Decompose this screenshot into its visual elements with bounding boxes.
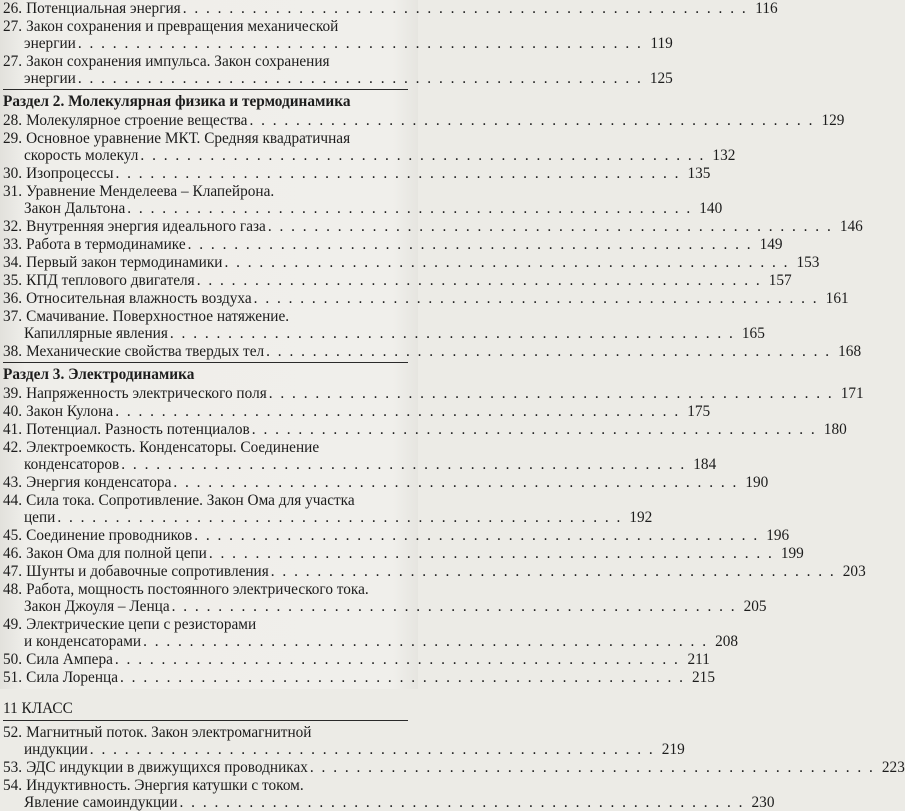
entry-number: 30. xyxy=(3,165,23,182)
toc-entry[interactable] xyxy=(3,254,820,271)
entry-title: Сила тока. Сопротивление. Закон Ома для участка xyxy=(26,492,355,509)
toc-entry[interactable] xyxy=(3,439,717,473)
entry-number: 50. xyxy=(3,651,23,668)
dot-leader: . . . . . . . . . . . . . . . . . . . . . . . . . . . . . . . . . . . . . . . . . . . . . . . . . xyxy=(77,35,643,52)
toc-entry[interactable] xyxy=(3,183,723,217)
toc-entry[interactable] xyxy=(3,308,765,342)
entry-page-number: 119 xyxy=(650,35,673,52)
toc-entry[interactable] xyxy=(3,724,685,758)
toc-entry[interactable] xyxy=(3,290,849,307)
toc-block-electro xyxy=(3,385,866,686)
entry-page-number: 157 xyxy=(768,272,792,289)
dot-leader: . . . . . . . . . . . . . . . . . . . . . . . . . . . . . . . . . . . . . . . . . . . . . . . . . xyxy=(120,669,685,686)
toc-entry[interactable] xyxy=(3,272,792,289)
toc-entry[interactable] xyxy=(3,385,864,402)
toc-entry[interactable] xyxy=(3,343,862,360)
entry-number: 53. xyxy=(3,759,23,776)
entry-page-number: 161 xyxy=(825,290,849,307)
entry-page-number: 125 xyxy=(649,70,673,87)
toc-entry[interactable] xyxy=(3,236,783,253)
dot-leader: . . . . . . . . . . . . . . . . . . . . . . . . . . . . . . . . . . . . . . . . . . . . . . . . . xyxy=(121,456,687,473)
entry-number: 39. xyxy=(3,385,23,402)
entry-page-number: 175 xyxy=(687,403,711,420)
entry-title: Напряженность электрического поля xyxy=(26,385,267,402)
entry-title-continued: скорость молекул xyxy=(24,147,139,164)
dot-leader: . . . . . . . . . . . . . . . . . . . . . . . . . . . . . . . . . . . . . . . . . . . . . . . . . xyxy=(169,325,735,342)
entry-title: Закон сохранения и превращения механической xyxy=(26,18,339,35)
toc-entry[interactable] xyxy=(3,527,790,544)
dot-leader: . . . . . . . . . . . . . . . . . . . . . . . . . . . . . . . . . . . . . . . . . . . . . . . . . xyxy=(187,236,753,253)
entry-title: Механические свойства твердых тел xyxy=(26,343,265,360)
toc-entry[interactable] xyxy=(3,759,905,776)
dot-leader: . . . . . . . . . . . . . . . . . . . . . . . . . . . . . . . . . . . . . . . . . . . . . . . . . xyxy=(266,343,832,360)
dot-leader: . . . . . . . . . . . . . . . . . . . . . . . . . . . . . . . . . . . . . . . . . . . . . . . . . xyxy=(182,0,748,17)
entry-number: 47. xyxy=(3,563,23,580)
entry-number: 35. xyxy=(3,272,23,289)
entry-page-number: 153 xyxy=(796,254,820,271)
entry-page-number: 203 xyxy=(842,563,866,580)
entry-title: Относительная влажность воздуха xyxy=(26,290,252,307)
entry-number: 40. xyxy=(3,403,23,420)
section-divider xyxy=(3,720,408,721)
entry-page-number: 184 xyxy=(693,456,717,473)
entry-title: Потенциальная энергия xyxy=(26,0,181,17)
toc-entry[interactable] xyxy=(3,130,736,164)
toc-entry[interactable] xyxy=(3,563,866,580)
entry-number: 36. xyxy=(3,290,23,307)
entry-title: Изопроцессы xyxy=(26,165,114,182)
entry-number: 49. xyxy=(3,616,23,633)
dot-leader: . . . . . . . . . . . . . . . . . . . . . . . . . . . . . . . . . . . . . . . . . . . . . . . . . xyxy=(115,403,681,420)
entry-title-continued: энергии xyxy=(24,35,76,52)
entry-page-number: 116 xyxy=(755,0,778,17)
entry-number: 32. xyxy=(3,218,23,235)
entry-page-number: 171 xyxy=(840,385,864,402)
entry-number: 52. xyxy=(3,724,23,741)
entry-number: 31. xyxy=(3,183,23,200)
entry-number: 34. xyxy=(3,254,23,271)
entry-title: Закон сохранения импульса. Закон сохранения xyxy=(26,53,330,70)
entry-number: 38. xyxy=(3,343,23,360)
dot-leader: . . . . . . . . . . . . . . . . . . . . . . . . . . . . . . . . . . . . . . . . . . . . . . . . . xyxy=(77,70,643,87)
entry-title: Молекулярное строение вещества xyxy=(26,112,248,129)
dot-leader: . . . . . . . . . . . . . . . . . . . . . . . . . . . . . . . . . . . . . . . . . . . . . . . . . xyxy=(57,509,623,526)
entry-number: 33. xyxy=(3,236,23,253)
entry-title-continued: энергии xyxy=(24,70,76,87)
entry-number: 48. xyxy=(3,581,23,598)
entry-number: 27. xyxy=(3,53,23,70)
dot-leader: . . . . . . . . . . . . . . . . . . . . . . . . . . . . . . . . . . . . . . . . . . . . . . . . . xyxy=(127,200,693,217)
entry-title: Электрические цепи с резисторами xyxy=(26,616,257,633)
dot-leader: . . . . . . . . . . . . . . . . . . . . . . . . . . . . . . . . . . . . . . . . . . . . . . . . . xyxy=(140,147,706,164)
dot-leader: . . . . . . . . . . . . . . . . . . . . . . . . . . . . . . . . . . . . . . . . . . . . . . . . . xyxy=(249,112,815,129)
section-divider xyxy=(3,89,408,90)
entry-page-number: 199 xyxy=(780,545,804,562)
entry-number: 27. xyxy=(3,18,23,35)
table-of-contents xyxy=(3,0,905,811)
entry-title-continued: цепи xyxy=(24,509,56,526)
entry-page-number: 208 xyxy=(715,633,739,650)
entry-page-number: 205 xyxy=(743,598,767,615)
entry-title: Уравнение Менделеева – Клапейрона. xyxy=(26,183,275,200)
entry-title: Внутренняя энергия идеального газа xyxy=(26,218,266,235)
toc-entry[interactable] xyxy=(3,0,778,17)
dot-leader: . . . . . . . . . . . . . . . . . . . . . . . . . . . . . . . . . . . . . . . . . . . . . . . . . xyxy=(267,218,833,235)
entry-title: Работа, мощность постоянного электрического тока. xyxy=(26,581,369,598)
dot-leader: . . . . . . . . . . . . . . . . . . . . . . . . . . . . . . . . . . . . . . . . . . . . . . . . . xyxy=(115,165,681,182)
dot-leader: . . . . . . . . . . . . . . . . . . . . . . . . . . . . . . . . . . . . . . . . . . . . . . . . . xyxy=(253,290,819,307)
section-divider xyxy=(3,362,408,363)
toc-entry[interactable] xyxy=(3,53,673,87)
entry-title: ЭДС индукции в движущихся проводниках xyxy=(26,759,308,776)
entry-title: Основное уравнение МКТ. Средняя квадратичная xyxy=(26,130,351,147)
entry-page-number: 196 xyxy=(766,527,790,544)
entry-page-number: 132 xyxy=(712,147,736,164)
toc-entry[interactable] xyxy=(3,616,739,650)
entry-title: Сила Лоренца xyxy=(26,669,119,686)
dot-leader: . . . . . . . . . . . . . . . . . . . . . . . . . . . . . . . . . . . . . . . . . . . . . . . . . xyxy=(143,633,709,650)
entry-title-continued: Закон Дальтона xyxy=(24,200,126,217)
toc-entry[interactable] xyxy=(3,403,711,420)
toc-entry[interactable] xyxy=(3,421,847,438)
toc-entry[interactable] xyxy=(3,581,767,615)
entry-title-continued: и конденсаторами xyxy=(24,633,142,650)
toc-block-grade11 xyxy=(3,724,905,811)
entry-page-number: 149 xyxy=(759,236,783,253)
toc-entry[interactable] xyxy=(3,112,845,129)
entry-title: КПД теплового двигателя xyxy=(26,272,195,289)
entry-page-number: 223 xyxy=(881,759,905,776)
entry-page-number: 129 xyxy=(821,112,845,129)
dot-leader: . . . . . . . . . . . . . . . . . . . . . . . . . . . . . . . . . . . . . . . . . . . . . . . . . xyxy=(268,385,834,402)
entry-page-number: 146 xyxy=(839,218,863,235)
entry-title: Магнитный поток. Закон электромагнитной xyxy=(26,724,312,741)
dot-leader: . . . . . . . . . . . . . . . . . . . . . . . . . . . . . . . . . . . . . . . . . . . . . . . . . xyxy=(179,794,745,811)
entry-title-continued: Закон Джоуля – Ленца xyxy=(24,598,170,615)
dot-leader: . . . . . . . . . . . . . . . . . . . . . . . . . . . . . . . . . . . . . . . . . . . . . . . . . xyxy=(309,759,875,776)
dot-leader: . . . . . . . . . . . . . . . . . . . . . . . . . . . . . . . . . . . . . . . . . . . . . . . . . xyxy=(89,741,655,758)
entry-number: 37. xyxy=(3,308,23,325)
toc-block-mechanics xyxy=(3,0,778,87)
entry-title-continued: Капиллярные явления xyxy=(24,325,168,342)
entry-title: Индуктивность. Энергия катушки с током. xyxy=(26,777,304,794)
entry-number: 46. xyxy=(3,545,23,562)
entry-title: Работа в термодинамике xyxy=(26,236,186,253)
toc-entry[interactable] xyxy=(3,218,863,235)
toc-entry[interactable] xyxy=(3,777,775,811)
dot-leader: . . . . . . . . . . . . . . . . . . . . . . . . . . . . . . . . . . . . . . . . . . . . . . . . . xyxy=(194,527,760,544)
entry-page-number: 140 xyxy=(699,200,723,217)
entry-title: Шунты и добавочные сопротивления xyxy=(26,563,269,580)
entry-page-number: 168 xyxy=(838,343,862,360)
entry-title: Сила Ампера xyxy=(26,651,113,668)
entry-page-number: 180 xyxy=(823,421,847,438)
entry-number: 45. xyxy=(3,527,23,544)
dot-leader: . . . . . . . . . . . . . . . . . . . . . . . . . . . . . . . . . . . . . . . . . . . . . . . . . xyxy=(114,651,680,668)
entry-number: 29. xyxy=(3,130,23,147)
entry-page-number: 230 xyxy=(751,794,775,811)
toc-entry[interactable] xyxy=(3,545,804,562)
entry-title: Закон Ома для полной цепи xyxy=(26,545,207,562)
entry-page-number: 192 xyxy=(629,509,653,526)
toc-entry[interactable] xyxy=(3,165,711,182)
dot-leader: . . . . . . . . . . . . . . . . . . . . . . . . . . . . . . . . . . . . . . . . . . . . . . . . . xyxy=(251,421,817,438)
entry-title: Электроемкость. Конденсаторы. Соединение xyxy=(26,439,320,456)
entry-title: Первый закон термодинамики xyxy=(26,254,223,271)
entry-number: 42. xyxy=(3,439,23,456)
dot-leader: . . . . . . . . . . . . . . . . . . . . . . . . . . . . . . . . . . . . . . . . . . . . . . . . . xyxy=(224,254,790,271)
toc-entry[interactable] xyxy=(3,492,653,526)
toc-entry[interactable] xyxy=(3,651,710,668)
entry-title: Энергия конденсатора xyxy=(26,474,172,491)
entry-number: 44. xyxy=(3,492,23,509)
toc-entry[interactable] xyxy=(3,474,769,491)
entry-page-number: 211 xyxy=(687,651,710,668)
dot-leader: . . . . . . . . . . . . . . . . . . . . . . . . . . . . . . . . . . . . . . . . . . . . . . . . . xyxy=(208,545,774,562)
grade-heading: 11 КЛАСС xyxy=(3,700,73,717)
toc-block-molecular xyxy=(3,112,863,360)
entry-title: Смачивание. Поверхностное натяжение. xyxy=(26,308,290,325)
dot-leader: . . . . . . . . . . . . . . . . . . . . . . . . . . . . . . . . . . . . . . . . . . . . . . . . . xyxy=(171,598,737,615)
entry-title-continued: конденсаторов xyxy=(24,456,120,473)
entry-number: 28. xyxy=(3,112,23,129)
toc-entry[interactable] xyxy=(3,18,673,52)
section-heading-2: Раздел 2. Молекулярная физика и термодинамика xyxy=(3,93,351,110)
entry-page-number: 135 xyxy=(687,165,711,182)
entry-number: 26. xyxy=(3,0,23,17)
dot-leader: . . . . . . . . . . . . . . . . . . . . . . . . . . . . . . . . . . . . . . . . . . . . . . . . . xyxy=(173,474,739,491)
entry-title-continued: Явление самоиндукции xyxy=(24,794,178,811)
entry-number: 43. xyxy=(3,474,23,491)
entry-number: 51. xyxy=(3,669,23,686)
entry-title-continued: индукции xyxy=(24,741,88,758)
entry-number: 54. xyxy=(3,777,23,794)
entry-page-number: 219 xyxy=(661,741,685,758)
dot-leader: . . . . . . . . . . . . . . . . . . . . . . . . . . . . . . . . . . . . . . . . . . . . . . . . . xyxy=(196,272,762,289)
toc-entry[interactable] xyxy=(3,669,715,686)
entry-title: Закон Кулона xyxy=(26,403,114,420)
entry-page-number: 190 xyxy=(745,474,769,491)
entry-title: Потенциал. Разность потенциалов xyxy=(26,421,250,438)
entry-page-number: 165 xyxy=(741,325,765,342)
entry-page-number: 215 xyxy=(692,669,715,686)
section-heading-3: Раздел 3. Электродинамика xyxy=(3,366,195,383)
entry-title: Соединение проводников xyxy=(26,527,193,544)
entry-number: 41. xyxy=(3,421,23,438)
dot-leader: . . . . . . . . . . . . . . . . . . . . . . . . . . . . . . . . . . . . . . . . . . . . . . . . . xyxy=(270,563,836,580)
